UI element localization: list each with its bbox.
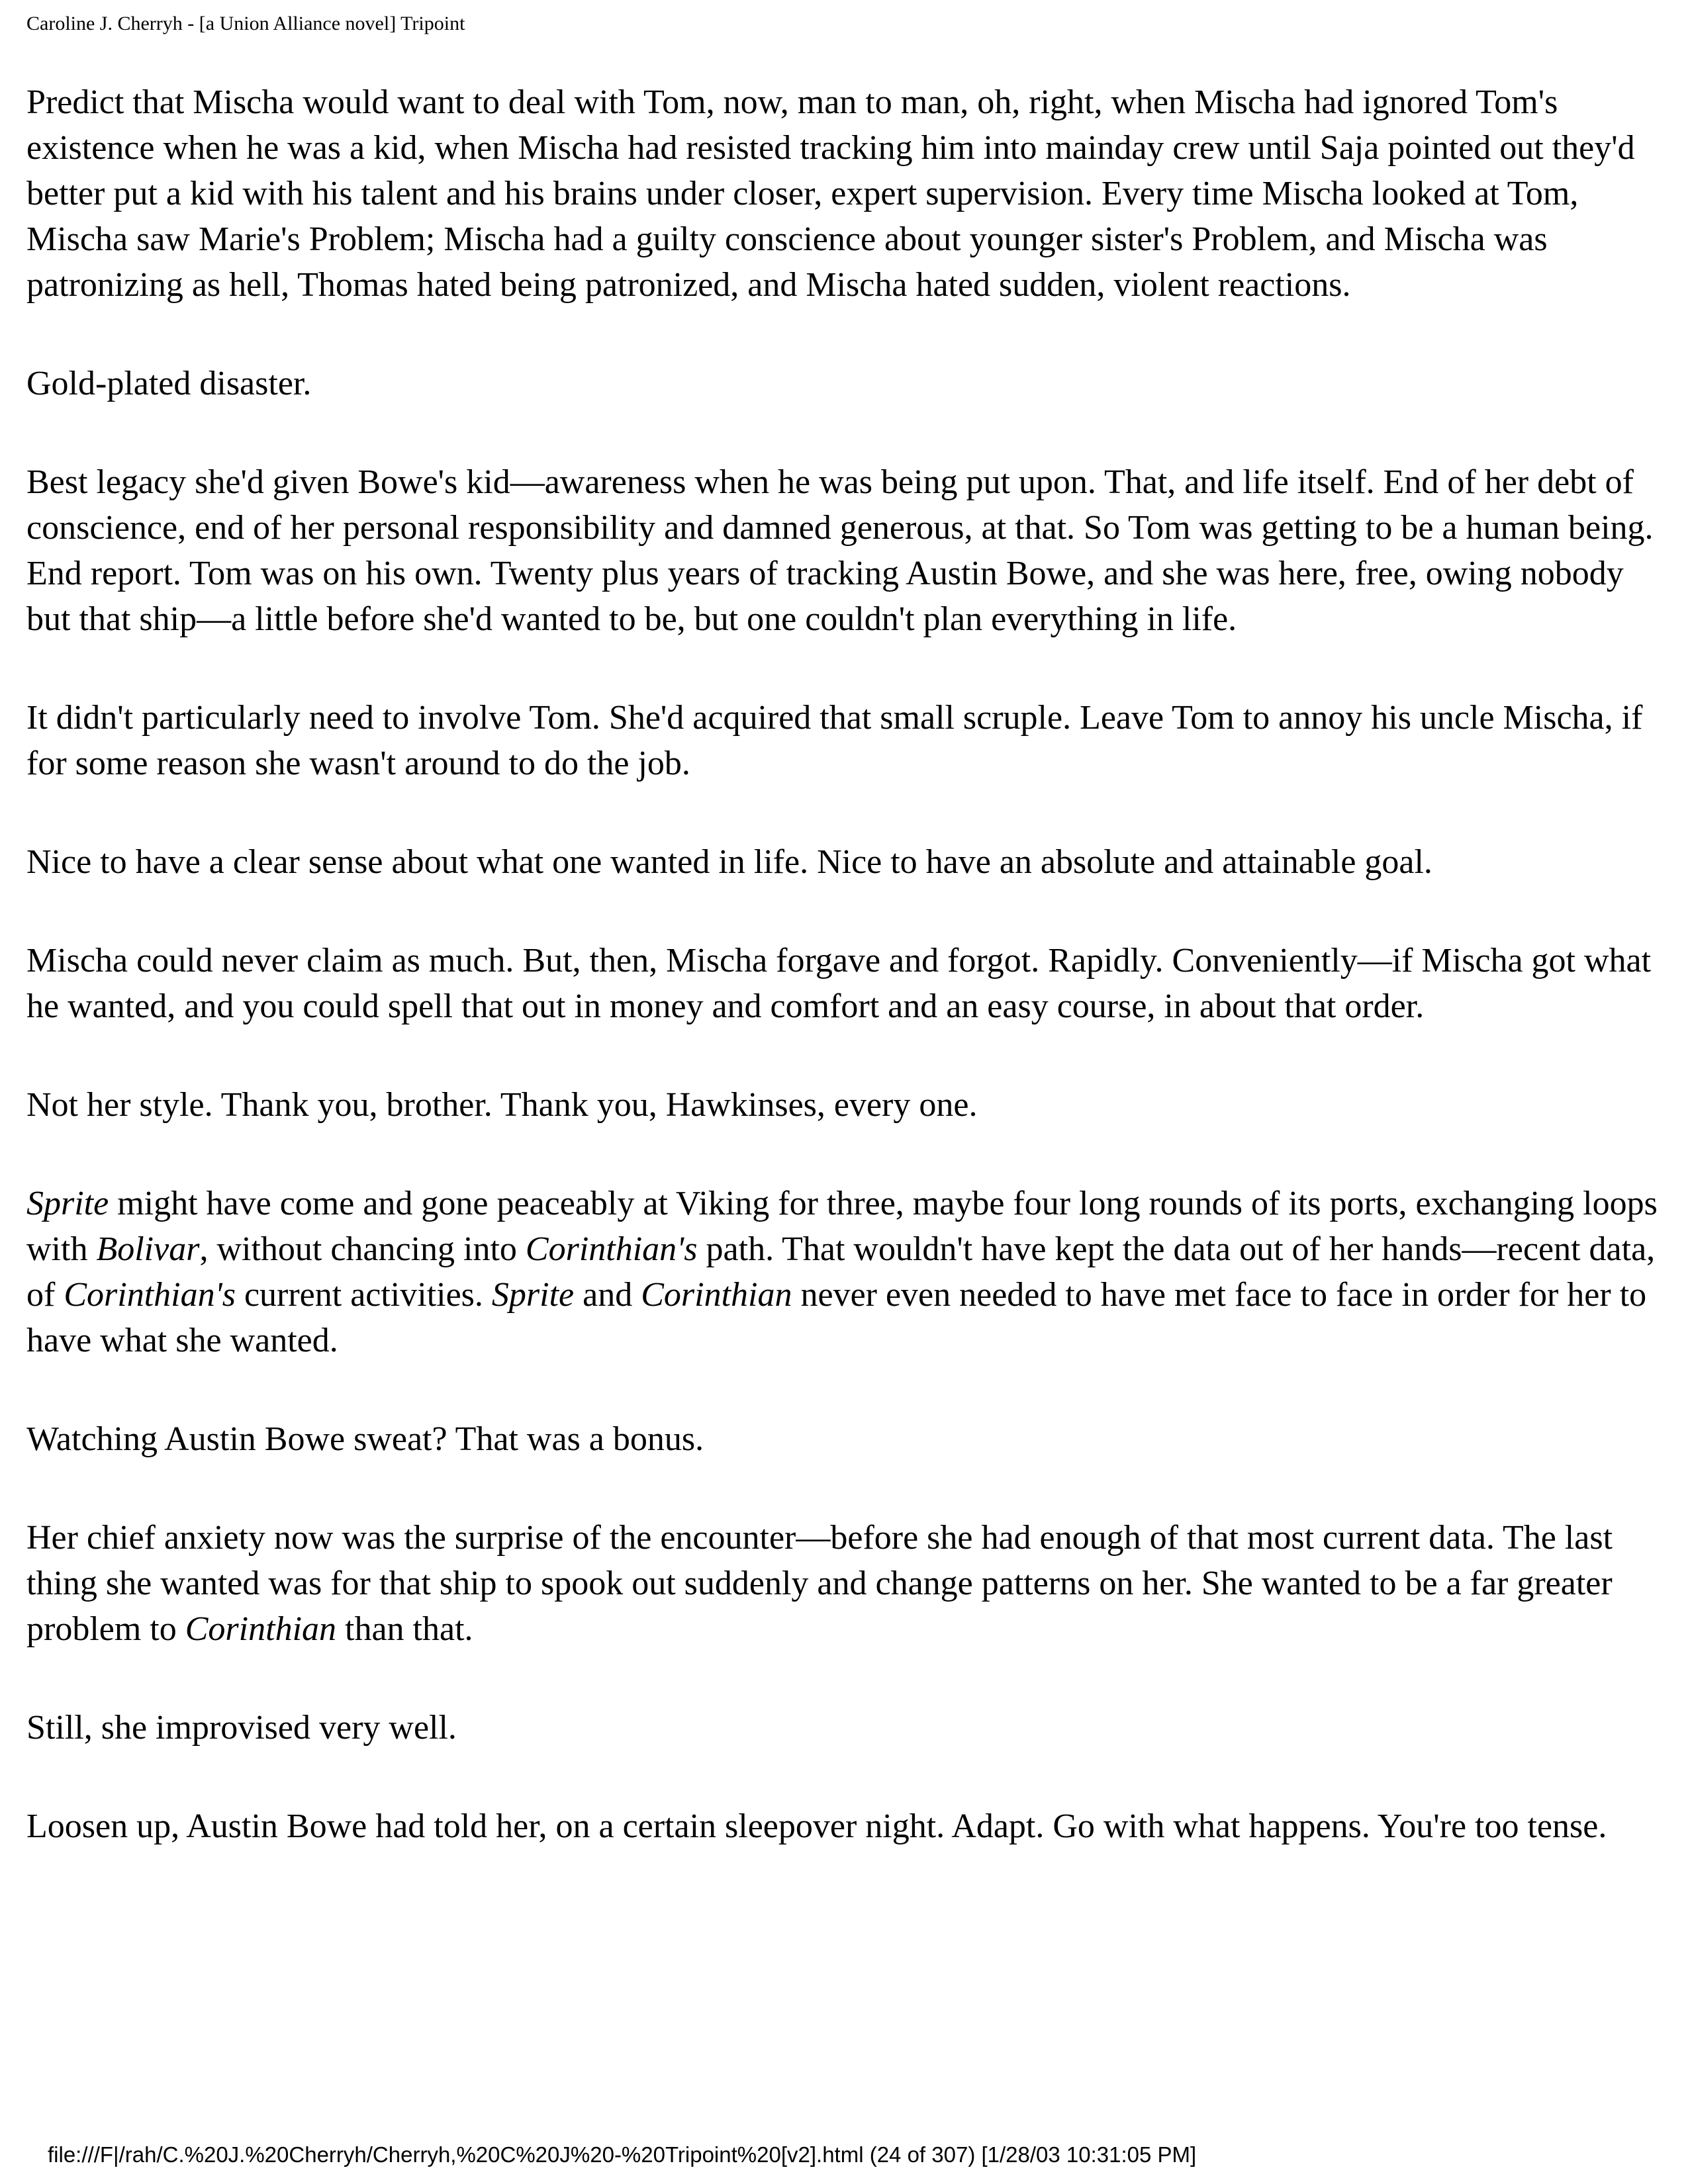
text-run: current activities. xyxy=(235,1276,492,1314)
paragraph: Mischa could never claim as much. But, then, Mischa forgave and forgot. Rapidly. Conveniently—if Mischa got what he wanted, and you could spell that out in money and comfort and an easy course, in about that order. xyxy=(26,942,1652,1025)
paragraph: Not her style. Thank you, brother. Thank you, Hawkinses, every one. xyxy=(26,1086,978,1124)
paragraph xyxy=(26,1181,1662,1363)
ship-name-italic: Bolivar xyxy=(96,1230,200,1268)
text-run: than that. xyxy=(336,1610,473,1648)
paragraph: It didn't particularly need to involve Tom. She'd acquired that small scruple. Leave Tom to annoy his uncle Mischa, if for some reason she wasn't around to do the job. xyxy=(26,699,1643,782)
ship-name-italic: Corinthian's xyxy=(64,1276,236,1314)
text-run: never even needed to have met face to face in order for her to have what she wanted. xyxy=(26,1276,1647,1359)
ship-name-italic: Sprite xyxy=(491,1276,575,1314)
paragraph: Loosen up, Austin Bowe had told her, on a certain sleepover night. Adapt. Go with what happens. You're too tense. xyxy=(26,1807,1607,1845)
paragraph: Nice to have a clear sense about what one wanted in life. Nice to have an absolute and attainable goal. xyxy=(26,843,1432,881)
ship-name-italic: Corinthian xyxy=(185,1610,337,1648)
paragraph: Best legacy she'd given Bowe's kid—awareness when he was being put upon. That, and life itself. End of her debt of conscience, end of her personal responsibility and damned generous, at that. So Tom was getting to be a human being. End report. Tom was on his own. Twenty plus years of tracking Austin Bowe, and she was here, free, owing nobody but that ship—a little before she'd wanted to be, but one couldn't plan everything in life. xyxy=(26,463,1654,638)
text-run: Her chief anxiety now was the surprise of the encounter—before she had enough of that most current data. The last thing she wanted was for that ship to spook out suddenly and change patterns on her. She wanted to be a far greater problem to xyxy=(26,1519,1613,1648)
ship-name-italic: Corinthian xyxy=(641,1276,792,1314)
ship-name-italic: Sprite xyxy=(26,1185,109,1222)
document-body xyxy=(26,79,1662,1849)
paragraph: Gold-plated disaster. xyxy=(26,365,312,402)
page-footer-url: file:///F|/rah/C.%20J.%20Cherryh/Cherryh,%20C%20J%20-%20Tripoint%20[v2].html (24 of 307) [1/28/03 10:31:05 PM] xyxy=(48,2142,1197,2167)
text-run: and xyxy=(574,1276,641,1314)
text-run: path. That wouldn't have kept the data out of her hands—recent data, of xyxy=(26,1230,1656,1314)
paragraph xyxy=(26,1515,1662,1652)
text-run: might have come and gone peaceably at Viking for three, maybe four long rounds of its ports, exchanging loops with xyxy=(26,1185,1658,1268)
text-run: , without chancing into xyxy=(199,1230,526,1268)
ship-name-italic: Corinthian's xyxy=(525,1230,698,1268)
paragraph: Still, she improvised very well. xyxy=(26,1709,457,1747)
paragraph: Watching Austin Bowe sweat? That was a bonus. xyxy=(26,1420,704,1458)
paragraph: Predict that Mischa would want to deal with Tom, now, man to man, oh, right, when Mischa had ignored Tom's existence when he was a kid, when Mischa had resisted tracking him into mainday crew until Saja pointed out they'd better put a kid with his talent and his brains under closer, expert supervision. Every time Mischa looked at Tom, Mischa saw Marie's Problem; Mischa had a guilty conscience about younger sister's Problem, and Mischa was patronizing as hell, Thomas hated being patronized, and Mischa hated sudden, violent reactions. xyxy=(26,83,1635,304)
page-header: Caroline J. Cherryh - [a Union Alliance novel] Tripoint xyxy=(26,13,465,34)
